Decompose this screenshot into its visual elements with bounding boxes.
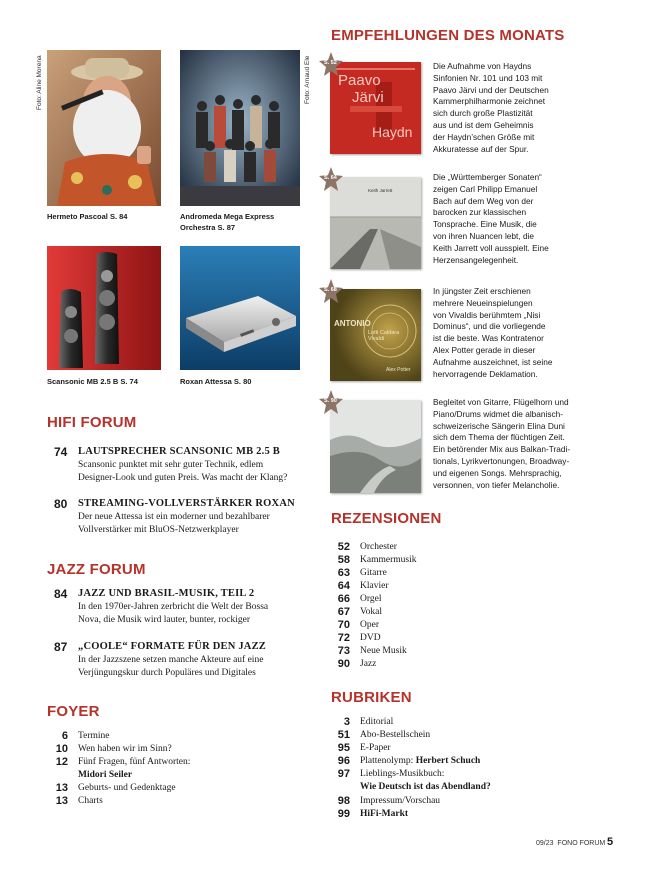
section-title-rezensionen: REZENSIONEN <box>331 510 442 527</box>
list-label: Neue Musik <box>360 646 407 656</box>
list-page-number: 58 <box>337 554 350 566</box>
list-label: Vokal <box>360 607 382 617</box>
list-item <box>324 645 407 658</box>
list-page-number: 51 <box>337 729 350 741</box>
list-label: Geburts- und Gedenktage <box>78 783 176 793</box>
photo-roxan-attessa <box>180 246 300 370</box>
list-page-number: 72 <box>337 632 350 644</box>
list-label: Termine <box>78 731 110 741</box>
list-label: Fünf Fragen, fünf Antworten: <box>78 757 191 767</box>
list-page-number: 10 <box>55 743 68 755</box>
footer-issue: 09/23 FONO FORUM <box>536 840 606 847</box>
list-page-number: 97 <box>337 768 350 780</box>
photo-credit-right: Foto: Arnaud Ele <box>304 55 311 104</box>
cover-title: Alex Potter <box>386 367 411 373</box>
list-page-number: 99 <box>337 808 350 820</box>
list-label: Gitarre <box>360 568 387 578</box>
list-item <box>324 593 382 606</box>
list-item <box>324 606 382 619</box>
article-headline: „COOLE“ FORMATE FÜR DEN JAZZ <box>78 641 266 652</box>
list-label: DVD <box>360 633 381 643</box>
list-page-number: 98 <box>337 795 350 807</box>
caption-roxan-attessa: Roxan Attessa S. 80 <box>180 377 252 386</box>
photo-credit-left: Foto: Aline Morena <box>36 55 43 110</box>
recommendation-text: In jüngster Zeit erschienen mehrere Neueinspielungen von Vivaldis berühmtem „Nisi Dominus“, und die vorliegende ist die beste. Was Kontratenor Alex Potter gerade in dieser Aufnahme auszeichnet, ist seine hervorragende Deklamation. <box>433 286 553 379</box>
list-item <box>40 756 191 769</box>
list-page-number: 64 <box>337 580 350 592</box>
list-label: E-Paper <box>360 743 391 753</box>
list-label: Editorial <box>360 717 394 727</box>
list-page-number: 90 <box>337 658 350 670</box>
list-item <box>324 567 387 580</box>
list-page-number: 52 <box>337 541 350 553</box>
page-tag: S. 52 <box>324 60 337 66</box>
list-item <box>324 755 481 768</box>
article-teaser: Der neue Attessa ist ein moderner und bezahlbarer Vollverstärker mit BluOS-Netzwerkplayer <box>78 512 270 535</box>
list-label: Impressum/Vorschau <box>360 796 441 806</box>
list-label-extra: Wie Deutsch ist das Abendland? <box>360 782 491 792</box>
page-number: 5 <box>607 836 614 848</box>
caption-andromeda-orchestra: Andromeda Mega Express Orchestra S. 87 <box>180 212 275 232</box>
cover-title: Keith Jarrett <box>368 188 393 193</box>
list-item <box>324 768 445 781</box>
recommendation-text: Die „Württemberger Sonaten“ zeigen Carl Philipp Emanuel Bach auf dem Weg von der barocken zur klassischen Tonsprache. Eine Musik, die von ihren Nuancen lebt, die Keith Jarrett voll ausspielt. Eine Herzensangelegenheit. <box>433 172 549 265</box>
list-label: Plattenolymp: Herbert Schuch <box>360 756 481 766</box>
section-title-hifi-forum: HIFI FORUM <box>47 414 137 431</box>
list-label: HiFi-Markt <box>360 809 409 819</box>
article-page-number: 84 <box>54 587 68 601</box>
list-page-number: 13 <box>55 795 68 807</box>
list-label-extra: Midori Seiler <box>78 770 133 780</box>
section-title-empfehlungen: EMPFEHLUNGEN DES MONATS <box>331 27 565 44</box>
section-title-foyer: FOYER <box>47 703 100 720</box>
list-label: Orgel <box>360 594 382 604</box>
page-tag: S. 68 <box>324 287 337 293</box>
recommendation-text: Die Aufnahme von Haydns Sinfonien Nr. 101 und 103 mit Paavo Järvi und der Deutschen Kammerphilharmonie zeichnet sich durch große Plastizität aus und ist dem Geheimnis der Haydn’schen Größe mit Akkuratesse auf der Spur. <box>433 61 549 154</box>
list-page-number: 6 <box>61 730 68 742</box>
list-item <box>40 782 176 795</box>
article-page-number: 74 <box>54 445 68 459</box>
list-item <box>40 730 110 743</box>
list-label: Lieblings-Musikbuch: <box>360 769 445 779</box>
cover-title: Haydn <box>372 124 413 140</box>
section-title-rubriken: RUBRIKEN <box>331 689 412 706</box>
list-item <box>40 795 103 808</box>
list-item <box>324 632 381 645</box>
list-page-number: 67 <box>337 606 350 618</box>
album-cover-potter <box>330 289 421 381</box>
cover-title: ANTONIO <box>334 319 371 328</box>
list-page-number: 13 <box>55 782 68 794</box>
article-headline: JAZZ UND BRASIL-MUSIK, TEIL 2 <box>78 588 255 599</box>
article-headline: STREAMING-VOLLVERSTÄRKER ROXAN <box>78 498 295 509</box>
section-title-jazz-forum: JAZZ FORUM <box>47 561 146 578</box>
page-tag: S. 64 <box>324 175 337 181</box>
list-page-number: 12 <box>55 756 68 768</box>
list-item <box>324 716 394 729</box>
list-item <box>324 795 441 808</box>
list-item <box>324 808 409 821</box>
article-page-number: 87 <box>54 640 68 654</box>
list-label: Orchester <box>360 542 397 552</box>
list-label: Abo-Bestellschein <box>360 730 431 740</box>
list-item <box>324 658 377 671</box>
list-label: Charts <box>78 796 103 806</box>
list-label: Kammermusik <box>360 555 417 565</box>
list-item <box>324 729 431 742</box>
list-item <box>324 541 397 554</box>
photo-andromeda-orchestra <box>180 50 300 206</box>
recommendation-text: Begleitet von Gitarre, Flügelhorn und Piano/Drums widmet die albanisch- schweizerische Sängerin Elina Duni sich dem Thema der flüchtigen Zeit. Ein betörender Mix aus Balkan-Tradi- tionals, Lyrikvertonungen, Broadway- und eigenen Songs. Mehrsprachig, versonnen, von tiefer Melancholie. <box>433 397 571 490</box>
article-teaser: Scansonic punktet mit sehr guter Technik, edlem Designer-Look und guten Preis. Was macht der Klang? <box>78 460 288 483</box>
article-page-number: 80 <box>54 497 68 511</box>
article-headline: LAUTSPRECHER SCANSONIC MB 2.5 B <box>78 446 280 457</box>
list-item <box>40 743 172 756</box>
list-item <box>324 580 389 593</box>
list-label: Oper <box>360 620 379 630</box>
list-page-number: 96 <box>337 755 350 767</box>
album-cover-duni <box>330 400 421 493</box>
album-cover-jarrett <box>330 177 421 269</box>
list-item <box>324 554 417 567</box>
list-label: Jazz <box>360 659 377 669</box>
cover-title: Järvi <box>352 89 384 106</box>
page-tag: S. 90 <box>324 398 337 404</box>
list-page-number: 63 <box>337 567 350 579</box>
list-item <box>324 619 379 632</box>
caption-hermeto-pascoal: Hermeto Pascoal S. 84 <box>47 212 128 221</box>
photo-hermeto-pascoal <box>47 50 161 206</box>
photo-scansonic-speaker <box>47 246 161 370</box>
list-page-number: 66 <box>337 593 350 605</box>
list-page-number: 3 <box>343 716 350 728</box>
list-page-number: 95 <box>337 742 350 754</box>
caption-scansonic: Scansonic MB 2.5 B S. 74 <box>47 377 138 386</box>
list-item <box>324 742 391 755</box>
cover-title: Paavo <box>338 72 381 89</box>
article-teaser: In den 1970er-Jahren zerbricht die Welt der Bossa Nova, die Musik wird lauter, bunter, rockiger <box>78 602 269 625</box>
list-label: Wen haben wir im Sinn? <box>78 744 172 754</box>
cover-title: Lotti Caldara Vivaldi <box>368 330 400 342</box>
list-page-number: 73 <box>337 645 350 657</box>
album-cover-haydn <box>330 62 421 154</box>
list-label: Klavier <box>360 581 389 591</box>
list-page-number: 70 <box>337 619 350 631</box>
article-teaser: In der Jazzszene setzen manche Akteure auf eine Verjüngungskur durch Populäres und Digitales <box>78 655 264 678</box>
